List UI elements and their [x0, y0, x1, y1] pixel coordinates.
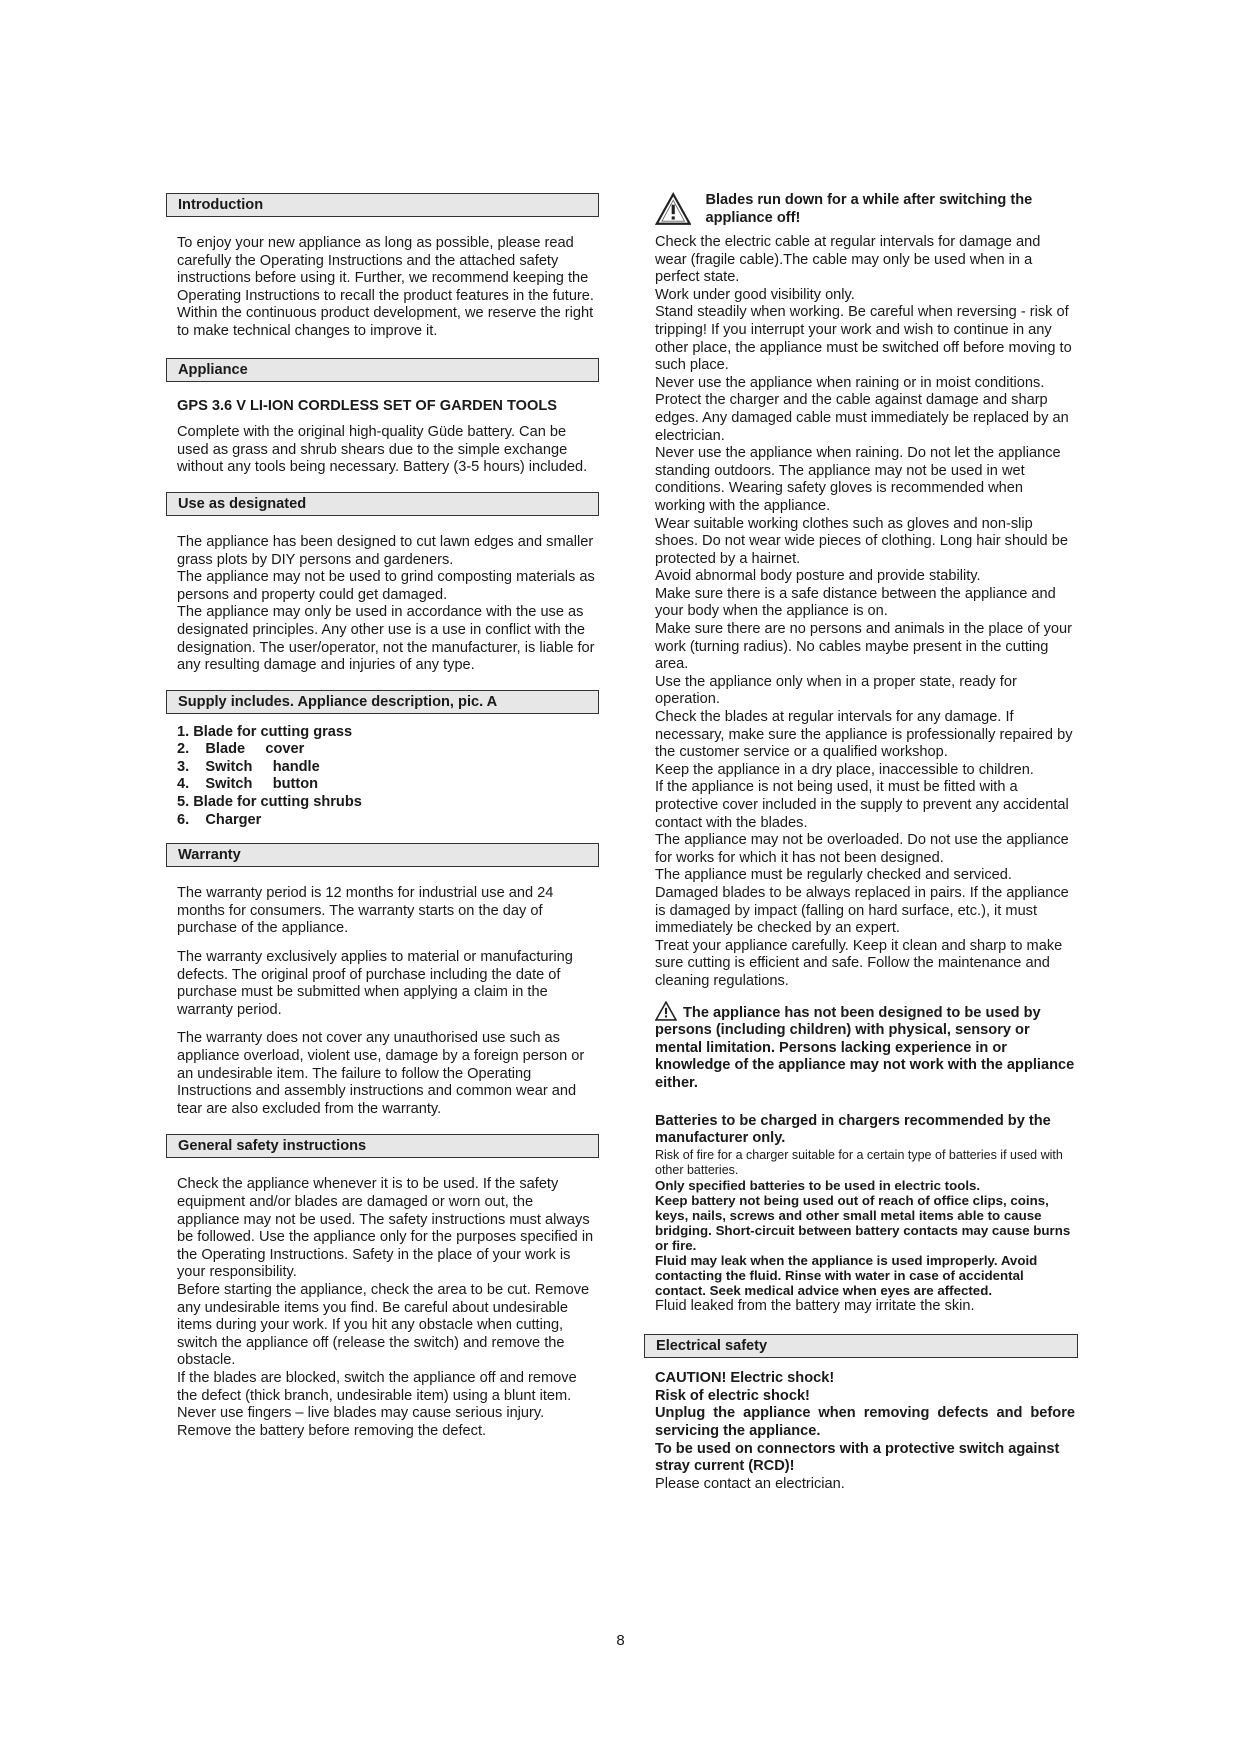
- supply-item: 5. Blade for cutting shrubs: [177, 794, 362, 811]
- safety-paragraph: Work under good visibility only.: [655, 286, 855, 303]
- section-header-use-as-designated: Use as designated: [166, 492, 599, 516]
- fluid-leak: Fluid may leak when the appliance is used improperly. Avoid contacting the fluid. Rinse with water in case of accidental contact. Seek medical advice when eyes are affected.: [655, 1252, 1038, 1298]
- warranty-p1: The warranty period is 12 months for industrial use and 24 months for consumers. The warranty starts on the day of purchase of the appliance.: [177, 885, 554, 937]
- supply-item: 3. Switch handle: [177, 758, 320, 775]
- electrical-caution: CAUTION! Electric shock!: [655, 1370, 835, 1387]
- right-column: [655, 190, 1075, 1493]
- supply-list: [166, 724, 599, 830]
- safety-paragraph: Wear suitable working clothes such as gloves and non-slip shoes. Do not wear wide pieces of clothing. Long hair should be protected by a hairnet.: [655, 515, 1068, 567]
- warning-triangle-icon: [655, 190, 691, 228]
- warranty-p3: The warranty does not cover any unauthorised use such as appliance overload, violent use, damage by a foreign person or an undesirable item. The failure to follow the Operating Instructions and assembly instructions and common wear and tear are also excluded from the warranty.: [177, 1030, 585, 1117]
- fluid-irritate: Fluid leaked from the battery may irritate the skin.: [655, 1297, 975, 1314]
- supply-item: 2. Blade cover: [177, 741, 305, 758]
- safety-paragraph: Check the blades at regular intervals for any damage. If necessary, make sure the appliance is professionally repaired by the customer service or a qualified workshop.: [655, 709, 1073, 761]
- batteries-risk: Risk of fire for a charger suitable for a certain type of batteries if used with other batteries.: [655, 1147, 1063, 1177]
- persons-warning-text: The appliance has not been designed to be used by persons (including children) with physical, sensory or mental limitation. Persons lacking experience in or knowledge of the appliance may not work with the appliance either.: [655, 1004, 1075, 1091]
- safety-paragraph: Check the electric cable at regular intervals for damage and wear (fragile cable).The cable may only be used when in a perfect state.: [655, 234, 1041, 286]
- left-column: [166, 193, 599, 1440]
- safety-paragraph: Use the appliance only when in a proper state, ready for operation.: [655, 673, 1017, 708]
- safety-paragraph: Stand steadily when working. Be careful when reversing - risk of tripping! If you interrupt your work and wish to continue in any other place, the appliance must be switched off before moving to such place.: [655, 304, 1072, 374]
- warning-triangle-icon: [655, 1001, 677, 1021]
- batteries-only: Only specified batteries to be used in electric tools.: [655, 1177, 981, 1193]
- general-safety-p3: If the blades are blocked, switch the appliance off and remove the defect (thick branch, undesirable item) using a blunt item. Never use fingers – live blades may cause serious injury. Remove the battery before removing the defect.: [177, 1369, 577, 1439]
- safety-paragraph: Make sure there is a safe distance between the appliance and your body when the appliance is on.: [655, 585, 1056, 620]
- blades-warning-text: Blades run down for a while after switching the appliance off!: [705, 192, 1033, 226]
- safety-paragraph: Treat your appliance carefully. Keep it clean and sharp to make sure cutting is efficient and safe. Follow the maintenance and cleaning regulations.: [655, 937, 1063, 989]
- persons-warning: [655, 1001, 1075, 1093]
- use-p1: The appliance has been designed to cut lawn edges and smaller grass plots by DIY persons and gardeners.: [177, 533, 594, 568]
- electrical-contact: Please contact an electrician.: [655, 1475, 845, 1492]
- safety-paragraph: Never use the appliance when raining. Do not let the appliance standing outdoors. The appliance may not be used in wet conditions. Wearing safety gloves is recommended when working with the appliance.: [655, 445, 1061, 514]
- section-header-electrical-safety: Electrical safety: [644, 1334, 1078, 1358]
- batteries-keep: Keep battery not being used out of reach of office clips, coins, keys, nails, screws and other small metal items able to cause bridging. Short-circuit between battery contacts may cause burns or fire.: [655, 1192, 1071, 1253]
- safety-paragraph: Protect the charger and the cable against damage and sharp edges. Any damaged cable must immediately be replaced by an electrician.: [655, 392, 1069, 444]
- supply-item: 6. Charger: [177, 811, 262, 828]
- electrical-risk: Risk of electric shock!: [655, 1387, 810, 1404]
- section-header-general-safety: General safety instructions: [166, 1134, 599, 1158]
- electrical-rcd: To be used on connectors with a protective switch against stray current (RCD)!: [655, 1440, 1060, 1475]
- safety-paragraph: Avoid abnormal body posture and provide stability.: [655, 568, 981, 585]
- safety-paragraph: If the appliance is not being used, it must be fitted with a protective cover included in the supply to prevent any accidental contact with the blades.: [655, 779, 1069, 831]
- general-safety-p1: Check the appliance whenever it is to be used. If the safety equipment and/or blades are damaged or worn out, the appliance may not be used. The safety instructions must always be followed. Use the appliance only for the purposes specified in the Operating Instructions. Safety in the place of your work is your responsibility.: [177, 1176, 594, 1281]
- section-header-warranty: Warranty: [166, 843, 599, 867]
- section-header-appliance: Appliance: [166, 358, 599, 382]
- use-p2: The appliance may not be used to grind composting materials as persons and property could get damaged.: [177, 569, 595, 603]
- general-safety-p2: Before starting the appliance, check the area to be cut. Remove any undesirable items you find. Be careful about undesirable items during your work. If you hit any obstacle when cutting, switch the appliance off (release the switch) and remove the obstacle.: [177, 1281, 590, 1369]
- appliance-title: GPS 3.6 V LI-ION CORDLESS SET OF GARDEN TOOLS: [177, 397, 558, 414]
- safety-paragraph: Keep the appliance in a dry place, inaccessible to children.: [655, 761, 1034, 778]
- batteries-title: Batteries to be charged in chargers recommended by the manufacturer only.: [655, 1112, 1051, 1147]
- safety-paragraph: Make sure there are no persons and animals in the place of your work (turning radius). No cables maybe present in the cutting area.: [655, 621, 1072, 673]
- safety-paragraphs: [655, 234, 1075, 991]
- safety-paragraph: Never use the appliance when raining or in moist conditions.: [655, 374, 1045, 391]
- section-header-supply: Supply includes. Appliance description, pic. A: [166, 690, 599, 714]
- supply-item: 4. Switch button: [177, 776, 319, 793]
- introduction-text: To enjoy your new appliance as long as possible, please read carefully the Operating Instructions and the attached safety instructions before using it. Further, we recommend keeping the Operating Instructions to recall the product features in the future. Within the continuous product development, we reserve the right to make technical changes to improve it.: [177, 235, 594, 339]
- use-p3: The appliance may only be used in accordance with the use as designated principles. Any other use is a use in conflict with the designation. The user/operator, not the manufacturer, is liable for any resulting damage and injuries of any type.: [177, 604, 595, 674]
- section-header-introduction: Introduction: [166, 193, 599, 217]
- page-number: 8: [616, 1632, 625, 1649]
- safety-paragraph: The appliance must be regularly checked and serviced. Damaged blades to be always replaced in pairs. If the appliance is damaged by impact (falling on hard surface, etc.), it must immediately be checked by an expert.: [655, 867, 1069, 937]
- electrical-unplug: Unplug the appliance when removing defects and before servicing the appliance.: [655, 1405, 1075, 1440]
- warranty-p2: The warranty exclusively applies to material or manufacturing defects. The original proof of purchase including the date of purchase must be submitted when applying a claim in the warranty period.: [177, 949, 573, 1018]
- safety-paragraph: The appliance may not be overloaded. Do not use the appliance for works for which it has not been designed.: [655, 832, 1069, 866]
- supply-item: 1. Blade for cutting grass: [177, 723, 353, 740]
- blades-warning: [655, 190, 1075, 228]
- appliance-text: Complete with the original high-quality Güde battery. Can be used as grass and shrub shears due to the simple exchange without any tools being necessary. Battery (3-5 hours) included.: [177, 424, 588, 476]
